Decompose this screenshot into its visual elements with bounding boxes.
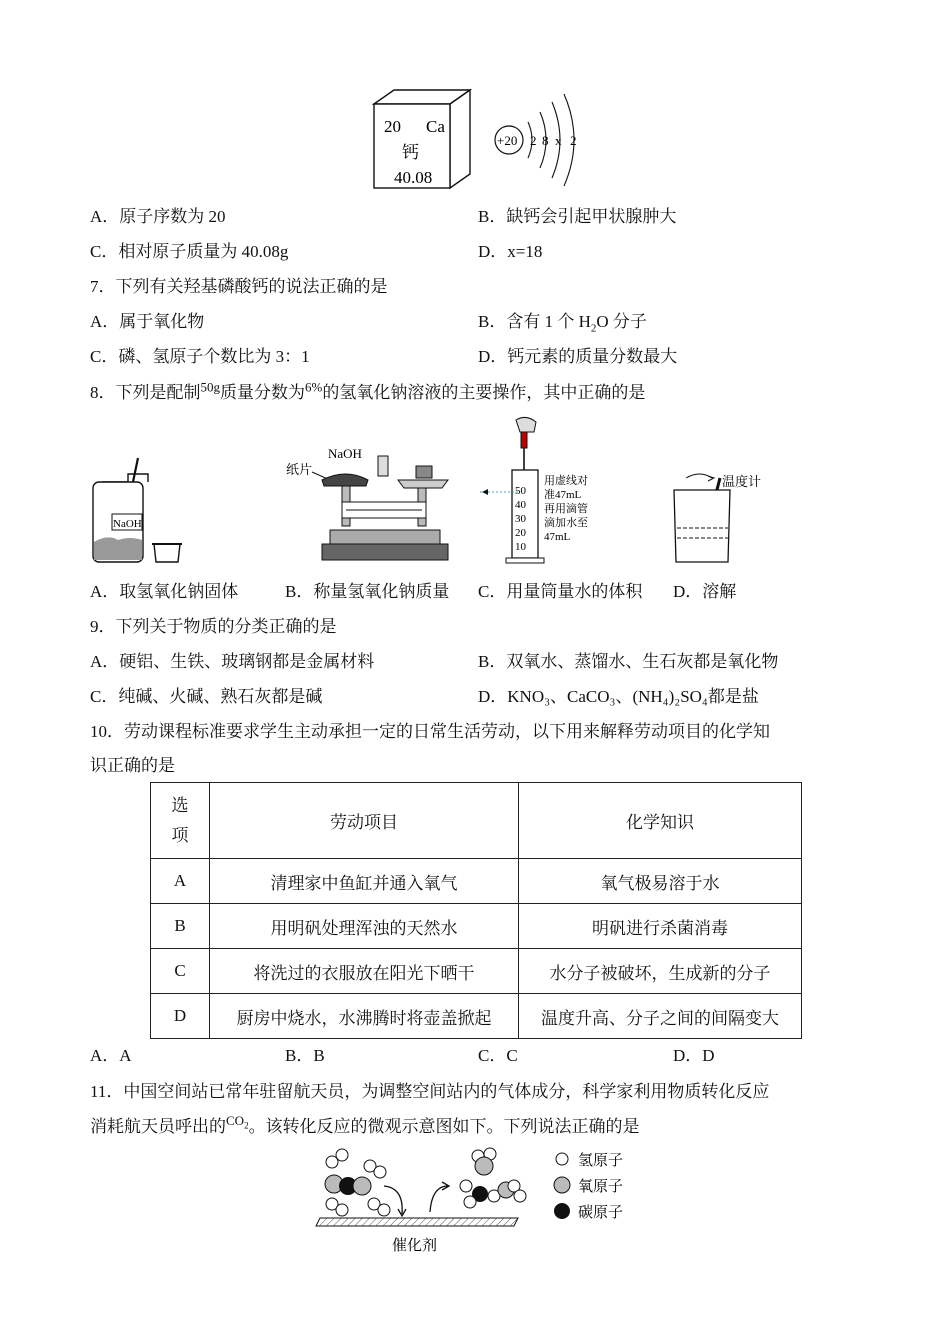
cylinder-figure xyxy=(478,412,618,566)
tick-50: 50 xyxy=(515,485,526,497)
header-knowledge: 化学知识 xyxy=(519,783,802,859)
q10-stem-line2: 识正确的是 xyxy=(90,756,175,775)
shell-1: 2 xyxy=(530,133,537,148)
cylinder-note-4: 滴加水至 xyxy=(544,517,588,529)
element-number: 20 xyxy=(384,117,401,136)
row-d-knowledge: 温度升高、分子之间的间隔变大 xyxy=(519,994,802,1039)
legend-carbon-icon xyxy=(554,1203,570,1219)
q9-option-d: D．KNO₃、CaCO₃、(NH₄)₂SO₄都是盐 xyxy=(478,687,759,706)
tick-20: 20 xyxy=(515,527,526,539)
thermometer-label: 温度计 xyxy=(722,474,762,489)
q11-stem-line1: 11．中国空间站已常年驻留航天员，为调整空间站内的气体成分，科学家利用物质转化反应 xyxy=(90,1082,770,1101)
bottle-label: NaOH xyxy=(113,518,142,530)
row-d-item: 厨房中烧水，水沸腾时将壶盖掀起 xyxy=(210,994,519,1039)
balance-figure xyxy=(282,444,462,566)
nucleus-charge: +20 xyxy=(497,133,518,148)
shell-2: 8 xyxy=(542,133,549,148)
table-row xyxy=(151,904,802,949)
q7-stem: 7．下列有关羟基磷酸钙的说法正确的是 xyxy=(90,277,388,296)
q8-option-b: B．称量氢氧化钠质量 xyxy=(285,582,450,601)
table-row xyxy=(151,859,802,904)
q6-option-b: B．缺钙会引起甲状腺肿大 xyxy=(478,207,677,226)
row-a-item: 清理家中鱼缸并通入氧气 xyxy=(210,859,519,904)
header-item: 劳动项目 xyxy=(210,783,519,859)
legend-hydrogen-icon xyxy=(556,1153,568,1165)
balance-naoh-label: NaOH xyxy=(328,446,362,461)
row-a-option: A xyxy=(151,859,210,904)
q7-option-c: C．磷、氢原子个数比为 3：1 xyxy=(90,347,310,366)
shell-3: x xyxy=(555,133,562,148)
cylinder-note-1: 用虚线对 xyxy=(544,475,588,487)
tick-10: 10 xyxy=(515,541,526,553)
q8-option-a: A．取氢氧化钠固体 xyxy=(90,582,239,601)
naoh-bottle-figure xyxy=(88,452,188,566)
q11-stem-line2: 消耗航天员呼出的$^{CO_2}$。该转化反应的微观示意图如下。下列说法正确的是 xyxy=(90,1113,640,1136)
row-b-item: 用明矾处理浑浊的天然水 xyxy=(210,904,519,949)
cylinder-note-5: 47mL xyxy=(544,531,571,543)
row-c-item: 将洗过的衣服放在阳光下晒干 xyxy=(210,949,519,994)
shell-4: 2 xyxy=(570,133,577,148)
q6-option-d: D．x=18 xyxy=(478,242,543,261)
q9-stem: 9．下列关于物质的分类正确的是 xyxy=(90,617,337,636)
q10-option-c: C．C xyxy=(478,1046,518,1065)
row-b-option: B xyxy=(151,904,210,949)
q6-option-c: C．相对原子质量为 40.08g xyxy=(90,242,289,261)
reaction-diagram xyxy=(314,1146,644,1258)
q10-option-b: B．B xyxy=(285,1046,325,1065)
cylinder-note-3: 再用滴管 xyxy=(544,503,588,515)
beaker-figure xyxy=(668,468,780,566)
atomic-mass: 40.08 xyxy=(394,168,433,187)
q9-option-c: C．纯碱、火碱、熟石灰都是碱 xyxy=(90,687,323,706)
catalyst-label: 催化剂 xyxy=(392,1238,438,1254)
q10-option-a: A．A xyxy=(90,1046,132,1065)
q8-option-c: C．用量筒量水的体积 xyxy=(478,582,643,601)
q10-stem-line1: 10．劳动课程标准要求学生主动承担一定的日常生活劳动，以下用来解释劳动项目的化学知 xyxy=(90,722,770,741)
q9-option-a: A．硬铝、生铁、玻璃钢都是金属材料 xyxy=(90,652,375,671)
row-d-option: D xyxy=(151,994,210,1039)
tick-40: 40 xyxy=(515,499,526,511)
row-a-knowledge: 氧气极易溶于水 xyxy=(519,859,802,904)
row-b-knowledge: 明矾进行杀菌消毒 xyxy=(519,904,802,949)
element-name: 钙 xyxy=(402,143,419,162)
table-header-row xyxy=(151,783,802,859)
table-row xyxy=(151,994,802,1039)
q7-option-d: D．钙元素的质量分数最大 xyxy=(478,347,678,366)
q7-option-b: B．含有 1 个 $H_2O$ 分子 xyxy=(478,312,647,335)
table-row xyxy=(151,949,802,994)
q6-option-a: A．原子序数为 20 xyxy=(90,207,226,226)
q7-option-a: A．属于氧化物 xyxy=(90,312,205,331)
element-symbol: Ca xyxy=(426,117,445,136)
calcium-element-figure xyxy=(360,86,600,192)
q10-table xyxy=(150,782,802,1039)
q8-option-d: D．溶解 xyxy=(673,582,737,601)
legend-oxygen-icon xyxy=(554,1177,570,1193)
row-c-knowledge: 水分子被破坏，生成新的分子 xyxy=(519,949,802,994)
paper-label: 纸片 xyxy=(286,462,313,477)
header-option: 选项 xyxy=(151,783,210,859)
legend-oxygen: 氧原子 xyxy=(578,1179,624,1195)
q9-option-b: B．双氧水、蒸馏水、生石灰都是氧化物 xyxy=(478,652,779,671)
row-c-option: C xyxy=(151,949,210,994)
q8-stem: 8．下列是配制$^{50g}$质量分数为$^{6\%}$的氢氧化钠溶液的主要操作，其中正确的是 xyxy=(90,379,646,402)
cylinder-note-2: 准47mL xyxy=(544,489,582,501)
legend-hydrogen: 氢原子 xyxy=(578,1153,624,1169)
tick-30: 30 xyxy=(515,513,526,525)
legend-carbon: 碳原子 xyxy=(578,1205,624,1221)
q10-option-d: D．D xyxy=(673,1046,715,1065)
